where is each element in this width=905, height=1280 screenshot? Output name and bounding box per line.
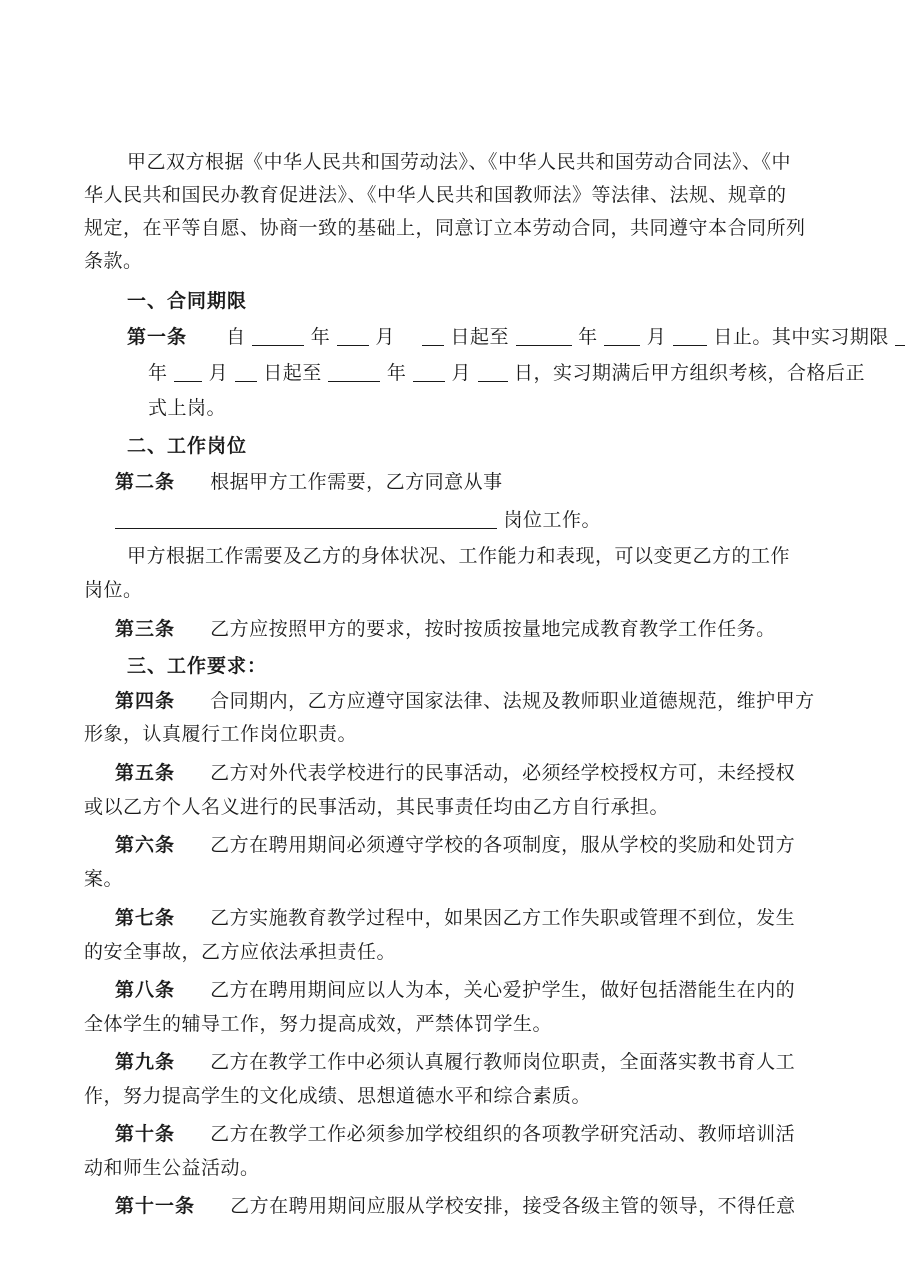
- article-10-line-2: 动和师生公益活动。: [84, 1157, 260, 1179]
- blank-start-day[interactable]: [422, 326, 444, 346]
- article-1-line-3: 式上岗。: [148, 397, 227, 419]
- article-5-line-2: 或以乙方个人名义进行的民事活动，其民事责任均由乙方自行承担。: [84, 796, 670, 818]
- article-text: 乙方对外代表学校进行的民事活动，必须经学校授权方可，未经授权: [210, 762, 796, 784]
- article-text: 乙方在聘用期间应以人为本，关心爱护学生，做好包括潜能生在内的: [210, 979, 796, 1001]
- article-label: 第十条: [115, 1123, 176, 1145]
- article-11-line-1: [115, 1194, 796, 1218]
- blank-end-year[interactable]: [516, 326, 572, 346]
- section-heading-position: 二、工作岗位: [127, 435, 248, 457]
- article-label: 第二条: [115, 471, 176, 493]
- article-2-para-line-1: 甲方根据工作需要及乙方的身体状况、工作能力和表现，可以变更乙方的工作: [127, 545, 791, 567]
- blank-probation-end-day[interactable]: [478, 362, 508, 382]
- blank-probation-end-month[interactable]: [413, 362, 445, 382]
- article-4-line-1: [115, 689, 815, 713]
- article-10-line-1: [115, 1122, 795, 1146]
- article-text: 乙方应按照甲方的要求，按时按质按量地完成教育教学工作任务。: [210, 618, 776, 640]
- article-label: 第四条: [115, 690, 176, 712]
- article-1-line-2: [148, 361, 865, 385]
- section-heading-term: 一、合同期限: [127, 290, 248, 312]
- article-text: 乙方在教学工作中必须认真履行教师岗位职责，全面落实教书育人工: [210, 1051, 796, 1073]
- blank-job-position[interactable]: [115, 509, 497, 529]
- intro-line-1: 甲乙双方根据《中华人民共和国劳动法》、《中华人民共和国劳动合同法》、《中: [127, 151, 792, 173]
- text-yue: 月: [375, 326, 395, 348]
- article-9-line-2: 作，努力提高学生的文化成绩、思想道德水平和综合素质。: [84, 1085, 592, 1107]
- text-yue-2: 月: [646, 326, 667, 348]
- article-label: 第九条: [115, 1051, 176, 1073]
- text-nian: 年: [310, 326, 331, 348]
- blank-probation-start-month[interactable]: [174, 362, 202, 382]
- intro-line-3: 规定，在平等自愿、协商一致的基础上，同意订立本劳动合同，共同遵守本合同所列: [84, 217, 806, 239]
- article-text: 岗位工作。: [503, 509, 602, 531]
- article-4-line-2: 形象，认真履行工作岗位职责。: [84, 723, 358, 745]
- article-text: 合同期内，乙方应遵守国家法律、法规及教师职业道德规范，维护甲方: [210, 690, 815, 712]
- section-heading-requirements: 三、工作要求：: [127, 655, 268, 677]
- article-7-line-1: [115, 906, 795, 930]
- article-5-line-1: [115, 761, 795, 785]
- blank-probation-start-year[interactable]: [895, 326, 905, 346]
- text-zi: 自: [226, 326, 246, 348]
- article-1-line-1: [127, 325, 905, 349]
- article-6-line-1: [115, 833, 795, 857]
- text-rest: 日，实习期满后甲方组织考核，合格后正: [514, 362, 866, 384]
- article-label: 第五条: [115, 762, 176, 784]
- text-riqizhi: 日起至: [263, 362, 322, 384]
- blank-probation-end-year[interactable]: [328, 362, 380, 382]
- text-yue-2: 月: [451, 362, 471, 384]
- article-text: 乙方在聘用期间应服从学校安排，接受各级主管的领导，不得任意: [230, 1195, 796, 1217]
- article-6-line-2: 案。: [84, 868, 124, 890]
- text-yue: 月: [208, 362, 229, 384]
- article-text: 乙方在聘用期间必须遵守学校的各项制度，服从学校的奖励和处罚方: [210, 834, 796, 856]
- text-rizhi: 日止。其中实习期限: [713, 326, 889, 348]
- article-text: 乙方实施教育教学过程中，如果因乙方工作失职或管理不到位，发生: [210, 907, 796, 929]
- text-nian-2: 年: [578, 326, 598, 348]
- article-text: 根据甲方工作需要，乙方同意从事: [210, 471, 503, 493]
- article-text: 乙方在教学工作必须参加学校组织的各项教学研究活动、教师培训活: [210, 1123, 796, 1145]
- text-riqizhi: 日起至: [450, 326, 509, 348]
- intro-line-2: 华人民共和国民办教育促进法》、《中华人民共和国教师法》等法律、法规、规章的: [84, 184, 787, 206]
- blank-probation-start-day[interactable]: [235, 362, 257, 382]
- text-nian: 年: [148, 362, 168, 384]
- article-3-line-1: [115, 617, 776, 641]
- article-label: 第六条: [115, 834, 176, 856]
- blank-start-month[interactable]: [337, 326, 369, 346]
- text-nian-2: 年: [386, 362, 407, 384]
- article-label: 第十一条: [115, 1195, 196, 1217]
- blank-end-day[interactable]: [673, 326, 707, 346]
- article-2-line-1: [115, 470, 503, 494]
- article-8-line-1: [115, 978, 795, 1002]
- article-7-line-2: 的安全事故，乙方应依法承担责任。: [84, 941, 397, 963]
- article-label: 第七条: [115, 907, 176, 929]
- intro-line-4: 条款。: [84, 250, 143, 272]
- blank-end-month[interactable]: [604, 326, 640, 346]
- article-8-line-2: 全体学生的辅导工作，努力提高成效，严禁体罚学生。: [84, 1013, 553, 1035]
- blank-start-year[interactable]: [252, 326, 304, 346]
- article-2-line-2: [115, 508, 601, 532]
- article-label: 第八条: [115, 979, 176, 1001]
- article-9-line-1: [115, 1050, 795, 1074]
- article-2-para-line-2: 岗位。: [84, 579, 143, 601]
- article-label: 第一条: [127, 326, 188, 348]
- article-label: 第三条: [115, 618, 176, 640]
